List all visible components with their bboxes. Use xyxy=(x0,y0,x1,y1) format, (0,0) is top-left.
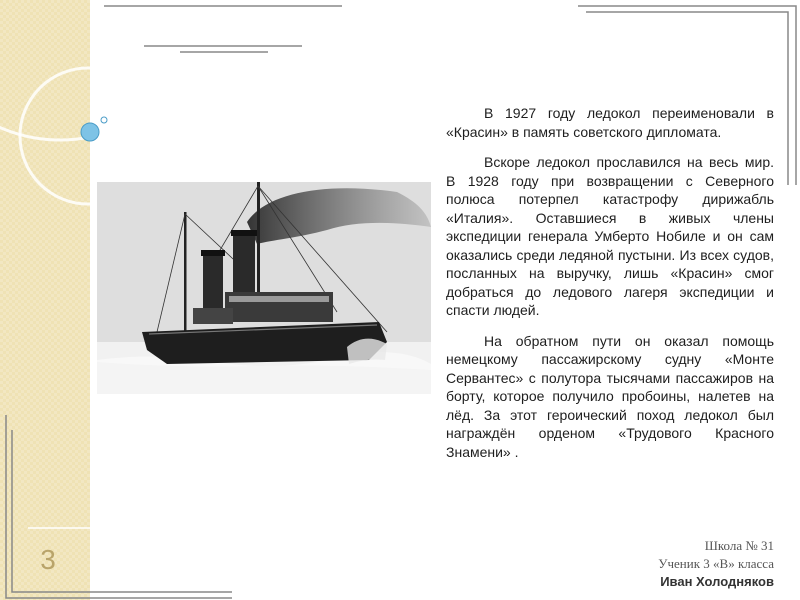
paragraph-award: На обратном пути он оказал помощь немецкому пассажирскому судну «Монте Сервантес» с полутора тысячами пассажиров на борту, которое получило пробоины, налетев на лёд. За этот героический поход ледокол был награждён орденом «Трудового Красного Знамени» . xyxy=(446,332,774,460)
icebreaker-photo xyxy=(97,182,431,394)
student-class-label: Ученик 3 «В» класса xyxy=(658,556,774,571)
paragraph-rescue: Вскоре ледокол прославился на весь мир. В 1928 году при возвращении с Северного полюса потерпел катастрофу дирижабль «Италия». Оставшиеся в живых члены экспедиции генерала Умберто Нобиле и он сам оказались среди ледяной пустыни. Из всех судов, посланных на выручку, лишь «Красин» смог добраться до ледового лагеря экспедиции и спасти людей. xyxy=(446,154,774,318)
author-signature xyxy=(658,537,774,591)
school-label: Школа № 31 xyxy=(704,538,774,553)
deco-bubble-small xyxy=(101,117,107,123)
article-text xyxy=(446,104,774,473)
left-decorative-stripe xyxy=(0,0,90,600)
author-name: Иван Холодняков xyxy=(660,574,774,589)
slide-number: 3 xyxy=(40,544,56,575)
paragraph-rename: В 1927 году ледокол переименовали в «Красин» в память советского дипломата. xyxy=(446,105,774,140)
